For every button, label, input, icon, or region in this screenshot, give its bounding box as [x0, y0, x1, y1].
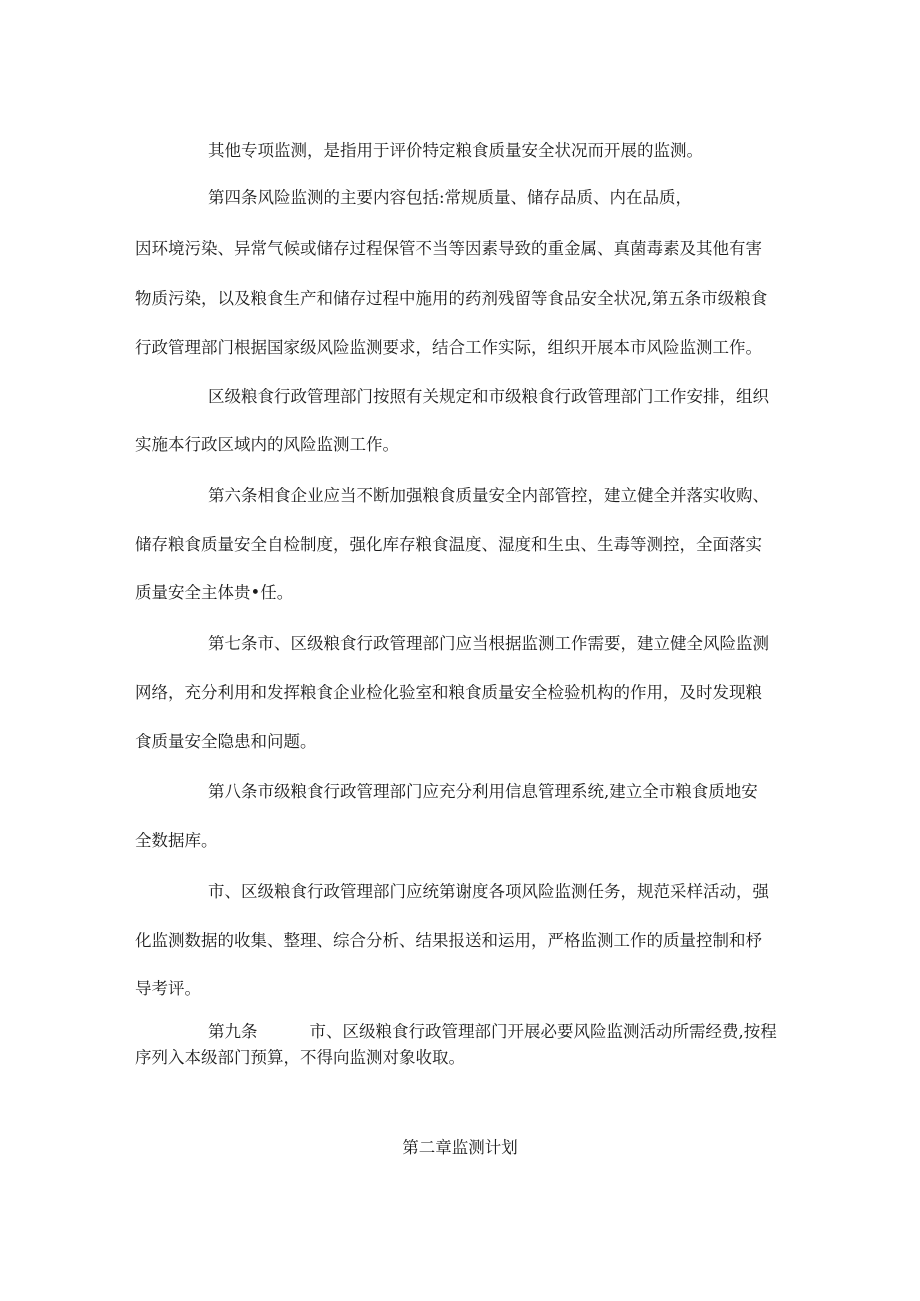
paragraph-line: 第七条市、区级粮食行政管理部门应当根据监测工作需要，建立健全风险监测 — [208, 634, 769, 653]
paragraph-line: 第四条风险监测的主要内容包括:常规质量、储存品质、内在品质， — [208, 188, 693, 207]
paragraph-line — [208, 1020, 787, 1044]
article-text: 市、区级粮食行政管理部门开展必要风险监测活动所需经费,按程 — [309, 1022, 777, 1041]
paragraph-line: 储存粮食质量安全自检制度，强化库存粮食温度、湿度和生虫、生毒等测控，全面落实 — [135, 535, 762, 554]
paragraph-line: 网络，充分利用和发挥粮食企业检化验室和粮食质量安全检验机构的作用，及时发现粮 — [135, 683, 762, 702]
paragraph-line: 质量安全主体贵•任。 — [135, 583, 294, 602]
paragraph-line: 物质污染，以及粮食生产和储存过程中施用的药剂残留等食品安全状况,第五条市级粮食 — [135, 289, 768, 308]
paragraph-line: 第八条市级粮食行政管理部门应充分利用信息管理系统,建立全市粮食质地安 — [208, 782, 758, 801]
paragraph-line: 行政管理部门根据国家级风险监测要求，结合工作实际，组织开展本市风险监测工作。 — [135, 338, 762, 357]
paragraph-line: 市、区级粮食行政管理部门应统第谢度各项风险监测任务，规范采样活动，强 — [208, 882, 769, 901]
paragraph-line: 因环境污染、异常气候或储存过程保管不当等因素导致的重金属、真菌毒素及其他有害 — [135, 239, 762, 258]
paragraph-line: 化监测数据的收集、整理、综合分析、结果报送和运用，严格监测工作的质量控制和杼 — [135, 931, 762, 950]
article-label: 第九条 — [208, 1022, 258, 1041]
paragraph-line: 实施本行政区域内的风险监测工作。 — [135, 435, 399, 454]
paragraph-line: 食质量安全隐患和问题。 — [135, 732, 317, 751]
paragraph-line: 导考评。 — [135, 979, 201, 998]
paragraph-line: 全数据库。 — [135, 831, 218, 850]
paragraph-line: 区级粮食行政管理部门按照有关规定和市级粮食行政管理部门工作安排，组织 — [208, 387, 769, 406]
chapter-heading: 第二章监测计划 — [402, 1138, 518, 1157]
paragraph-line: 其他专项监测，是指用于评价特定粮食质量安全状况而开展的监测。 — [208, 141, 703, 160]
paragraph-line: 第六条相食企业应当不断加强粮食质量安全内部管控，建立健全并落实收购、 — [208, 486, 769, 505]
paragraph-line: 序列入本级部门预算，不得向监测对象收取。 — [135, 1048, 465, 1067]
